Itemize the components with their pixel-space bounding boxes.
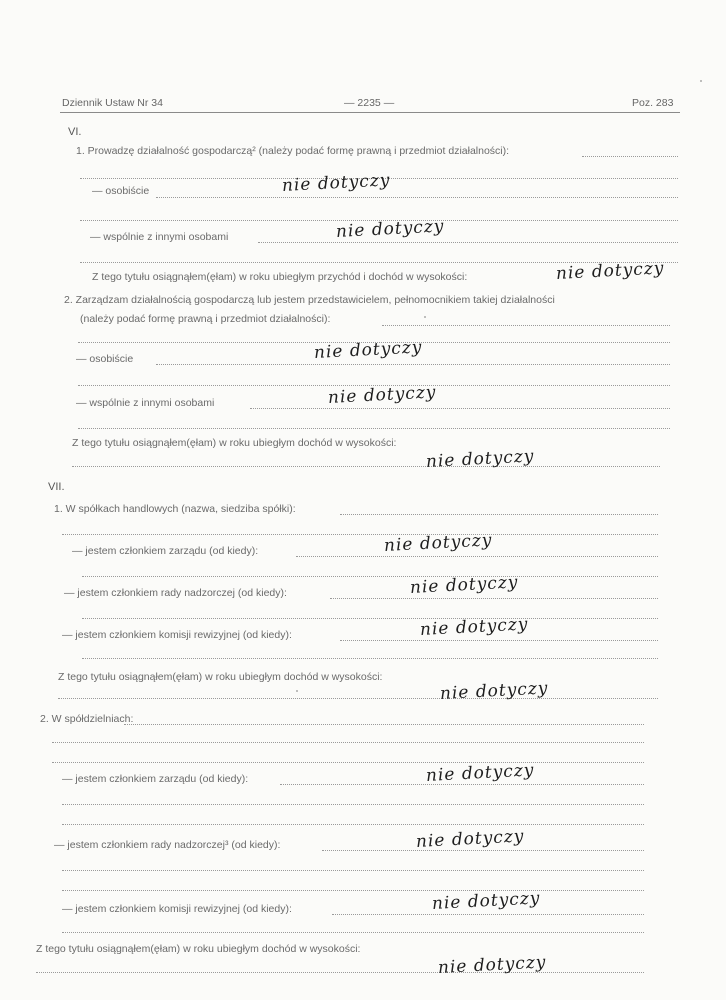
fill-line (322, 850, 644, 851)
s7-q1-supervisory-label: — jestem członkiem rady nadzorczej (od kiedy): (64, 587, 287, 599)
page-number: — 2235 — (344, 97, 395, 109)
fill-line (582, 156, 678, 157)
fill-line (62, 932, 644, 933)
s7-q2-audit-answer: nie dotyczy (431, 888, 541, 914)
fill-line (156, 197, 678, 198)
s7-q1-income-label: Z tego tytułu osiągnąłem(ęłam) w roku ubiegłym dochód w wysokości: (58, 671, 383, 683)
s7-q1-board-label: — jestem członkiem zarządu (od kiedy): (72, 545, 259, 557)
fill-line (78, 428, 670, 429)
s6-q2-income-label: Z tego tytułu osiągnąłem(ęłam) w roku ubiegłym dochód w wysokości: (72, 437, 397, 449)
fill-line (62, 804, 644, 805)
fill-line (330, 598, 658, 599)
section-7-label: VII. (48, 481, 65, 493)
s6-q2-income-answer: nie dotyczy (425, 446, 535, 472)
position-number: Poz. 283 (632, 97, 674, 109)
s6-q2-personally-answer: nie dotyczy (313, 337, 423, 363)
s7-q2-board-label: — jestem członkiem zarządu (od kiedy): (62, 773, 249, 785)
s7-q2-income-label: Z tego tytułu osiągnąłem(ęłam) w roku ubiegłym dochód w wysokości: (36, 943, 361, 955)
s6-q2-jointly-answer: nie dotyczy (327, 382, 437, 408)
s6-q1-personally-label: — osobiście (92, 185, 150, 197)
fill-line (280, 784, 644, 785)
fill-line (52, 762, 644, 763)
fill-line (82, 658, 658, 659)
fill-line (382, 325, 670, 326)
s6-q1-income-answer: nie dotyczy (555, 258, 665, 284)
s6-q2-jointly-label: — wspólnie z innymi osobami (76, 397, 215, 409)
s7-q1-income-answer: nie dotyczy (439, 678, 549, 704)
s7-q1-board-answer: nie dotyczy (383, 530, 493, 556)
fill-line (250, 408, 670, 409)
fill-line (62, 870, 644, 871)
fill-line (72, 466, 660, 467)
fill-line (62, 890, 644, 891)
s6-q2-prompt-line1: 2. Zarządzam działalnością gospodarczą lub jestem przedstawicielem, pełnomocnikiem takiej działalności (64, 294, 555, 306)
fill-line (124, 724, 644, 725)
header-rule (60, 112, 680, 113)
s7-q1-audit-label: — jestem członkiem komisji rewizyjnej (od kiedy): (62, 629, 292, 641)
scan-speck (424, 316, 426, 318)
s6-q1-income-label: Z tego tytułu osiągnąłem(ęłam) w roku ubiegłym przychód i dochód w wysokości: (92, 271, 468, 283)
fill-line (296, 556, 658, 557)
s6-q1-jointly-answer: nie dotyczy (335, 216, 445, 242)
s7-q2-audit-label: — jestem członkiem komisji rewizyjnej (od kiedy): (62, 903, 292, 915)
s6-q2-personally-label: — osobiście (76, 353, 134, 365)
scan-speck (700, 80, 702, 82)
fill-line (340, 514, 658, 515)
s7-q2-prompt: 2. W spółdzielniach: (40, 713, 134, 725)
fill-line (52, 742, 644, 743)
s7-q1-audit-answer: nie dotyczy (419, 614, 529, 640)
fill-line (340, 640, 658, 641)
fill-line (258, 242, 678, 243)
fill-line (62, 534, 658, 535)
s7-q1-prompt: 1. W spółkach handlowych (nazwa, siedziba spółki): (54, 503, 296, 515)
s6-q1-prompt: 1. Prowadzę działalność gospodarczą² (należy podać formę prawną i przedmiot działalności): (76, 145, 510, 157)
journal-name: Dziennik Ustaw Nr 34 (62, 97, 163, 109)
fill-line (62, 824, 644, 825)
s7-q2-supervisory-label: — jestem członkiem rady nadzorczej³ (od kiedy): (54, 839, 281, 851)
fill-line (156, 364, 670, 365)
fill-line (82, 618, 658, 619)
section-6-label: VI. (68, 126, 82, 138)
s7-q1-supervisory-answer: nie dotyczy (409, 572, 519, 598)
fill-line (82, 576, 658, 577)
s7-q2-income-answer: nie dotyczy (437, 952, 547, 978)
s6-q1-personally-answer: nie dotyczy (281, 170, 391, 196)
s7-q2-supervisory-answer: nie dotyczy (415, 826, 525, 852)
s7-q2-board-answer: nie dotyczy (425, 760, 535, 786)
fill-line (36, 972, 644, 973)
scan-speck (296, 690, 298, 692)
s6-q2-prompt-line2: (należy podać formę prawną i przedmiot działalności): (80, 313, 331, 325)
fill-line (332, 914, 644, 915)
fill-line (58, 698, 658, 699)
s6-q1-jointly-label: — wspólnie z innymi osobami (90, 231, 229, 243)
